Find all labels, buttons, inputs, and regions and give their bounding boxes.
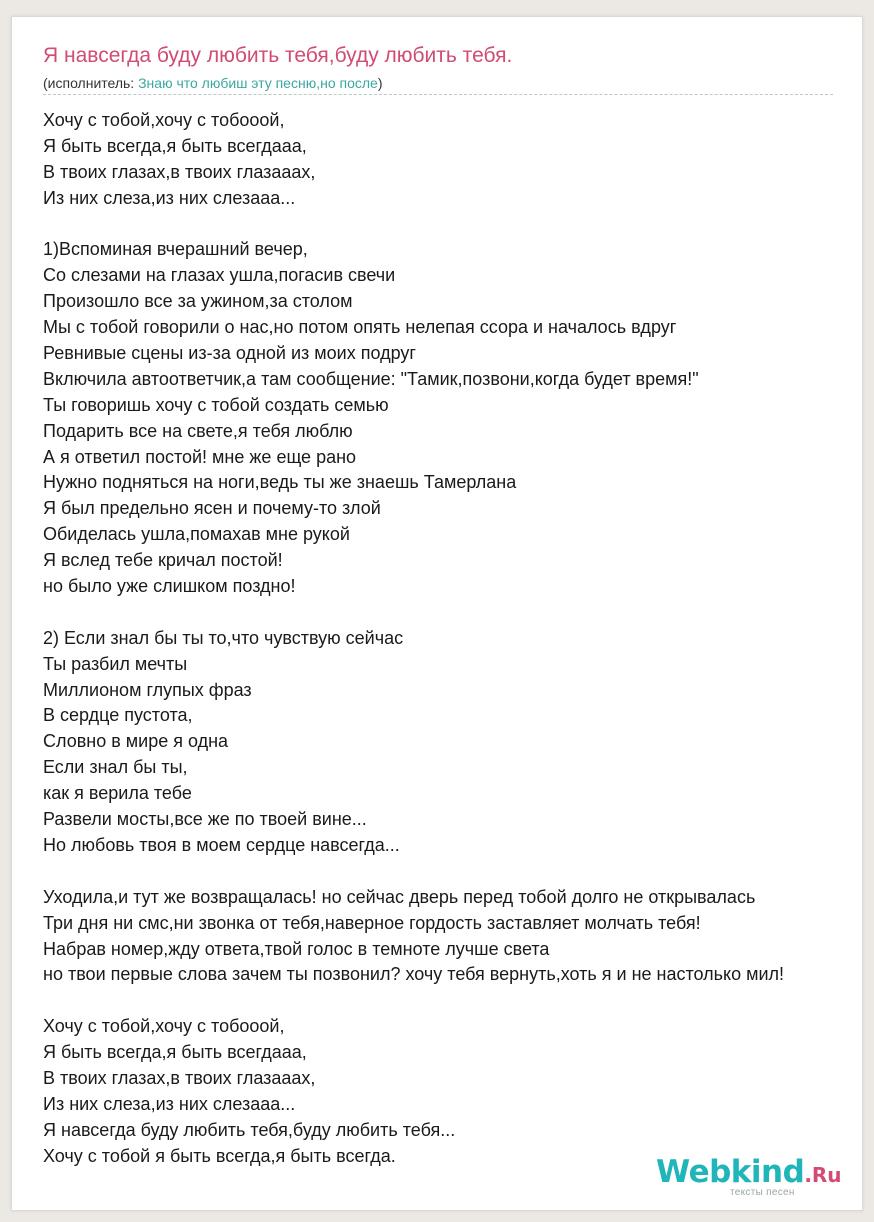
lyrics-line: В твоих глазах,в твоих глазааах, <box>43 1067 316 1088</box>
lyrics-line: но было уже слишком поздно! <box>43 576 296 597</box>
lyrics-sheet <box>11 16 863 1211</box>
lyrics-blank-line <box>43 988 863 1014</box>
lyrics-line: Я быть всегда,я быть всегдааа, <box>43 1042 307 1063</box>
lyrics-line: В сердце пустота, <box>43 705 193 726</box>
lyrics-line: Развели мосты,все же по твоей вине... <box>43 809 367 830</box>
lyrics-line: Три дня ни смс,ни звонка от тебя,наверное гордость заставляет молчать тебя! <box>43 912 701 933</box>
lyrics-line: 2) Если знал бы ты то,что чувствую сейчас <box>43 627 404 648</box>
lyrics-line: Подарить все на свете,я тебя люблю <box>43 420 353 441</box>
performer-suffix: ) <box>377 75 383 91</box>
lyrics-line: Со слезами на глазах ушла,погасив свечи <box>43 265 396 286</box>
logo-brand: Webkind <box>656 1154 805 1190</box>
lyrics-line: как я верила тебе <box>43 783 192 804</box>
lyrics-line: Я был предельно ясен и почему-то злой <box>43 498 381 519</box>
lyrics-line: 1)Вспоминая вчерашний вечер, <box>43 239 308 260</box>
lyrics-line: Произошло все за ужином,за столом <box>43 291 353 312</box>
logo-tagline: тексты песен <box>730 1187 795 1198</box>
logo-tld: .Ru <box>804 1163 842 1187</box>
lyrics-line: Уходила,и тут же возвращалась! но сейчас дверь перед тобой долго не открывалась <box>43 886 756 907</box>
site-logo[interactable] <box>656 1154 856 1204</box>
lyrics-line: Из них слеза,из них слезааа... <box>43 1093 296 1114</box>
lyrics-line: Я навсегда буду любить тебя,буду любить тебя... <box>43 1119 456 1140</box>
performer-prefix: (исполнитель: <box>43 75 139 91</box>
lyrics-line: Ты разбил мечты <box>43 653 188 674</box>
title-divider <box>43 94 833 95</box>
lyrics-line: Хочу с тобой,хочу с тобооой, <box>43 1016 285 1037</box>
lyrics-line: А я ответил постой! мне же еще рано <box>43 446 357 467</box>
lyrics-blank-line <box>43 212 863 238</box>
lyrics-line: Словно в мире я одна <box>43 731 229 752</box>
lyrics-line: Я быть всегда,я быть всегдааа, <box>43 135 307 156</box>
lyrics-line: Ты говоришь хочу с тобой создать семью <box>43 394 389 415</box>
lyrics-line: но твои первые слова зачем ты позвонил? хочу тебя вернуть,хоть я и не настолько мил! <box>43 964 785 985</box>
lyrics-line: Мы с тобой говорили о нас,но потом опять нелепая ссора и началось вдруг <box>43 317 677 338</box>
lyrics-line: Набрав номер,жду ответа,твой голос в темноте лучше света <box>43 938 550 959</box>
lyrics-line: Но любовь твоя в моем сердце навсегда... <box>43 834 400 855</box>
lyrics-line: Из них слеза,из них слезааа... <box>43 187 296 208</box>
performer-line <box>43 75 383 91</box>
song-title: Я навсегда буду любить тебя,буду любить тебя. <box>43 44 513 67</box>
lyrics-line: Если знал бы ты, <box>43 757 188 778</box>
lyrics-line: Миллионом глупых фраз <box>43 679 252 700</box>
performer-link[interactable]: Знаю что любиш эту песню,но после <box>138 75 378 91</box>
lyrics-blank-line <box>43 859 863 885</box>
lyrics-line: Хочу с тобой я быть всегда,я быть всегда. <box>43 1145 396 1166</box>
lyrics-line: Включила автоответчик,а там сообщение: "Тамик,позвони,когда будет время!" <box>43 368 699 389</box>
lyrics-line: В твоих глазах,в твоих глазааах, <box>43 161 316 182</box>
lyrics-line: Ревнивые сцены из-за одной из моих подруг <box>43 343 416 364</box>
lyrics-line: Обиделась ушла,помахав мне рукой <box>43 524 350 545</box>
lyrics-blank-line <box>43 600 863 626</box>
lyrics-line: Нужно подняться на ноги,ведь ты же знаешь Тамерлана <box>43 472 517 493</box>
lyrics-line: Хочу с тобой,хочу с тобооой, <box>43 110 285 130</box>
lyrics-line: Я вслед тебе кричал постой! <box>43 550 283 571</box>
lyrics-body <box>43 108 863 1170</box>
